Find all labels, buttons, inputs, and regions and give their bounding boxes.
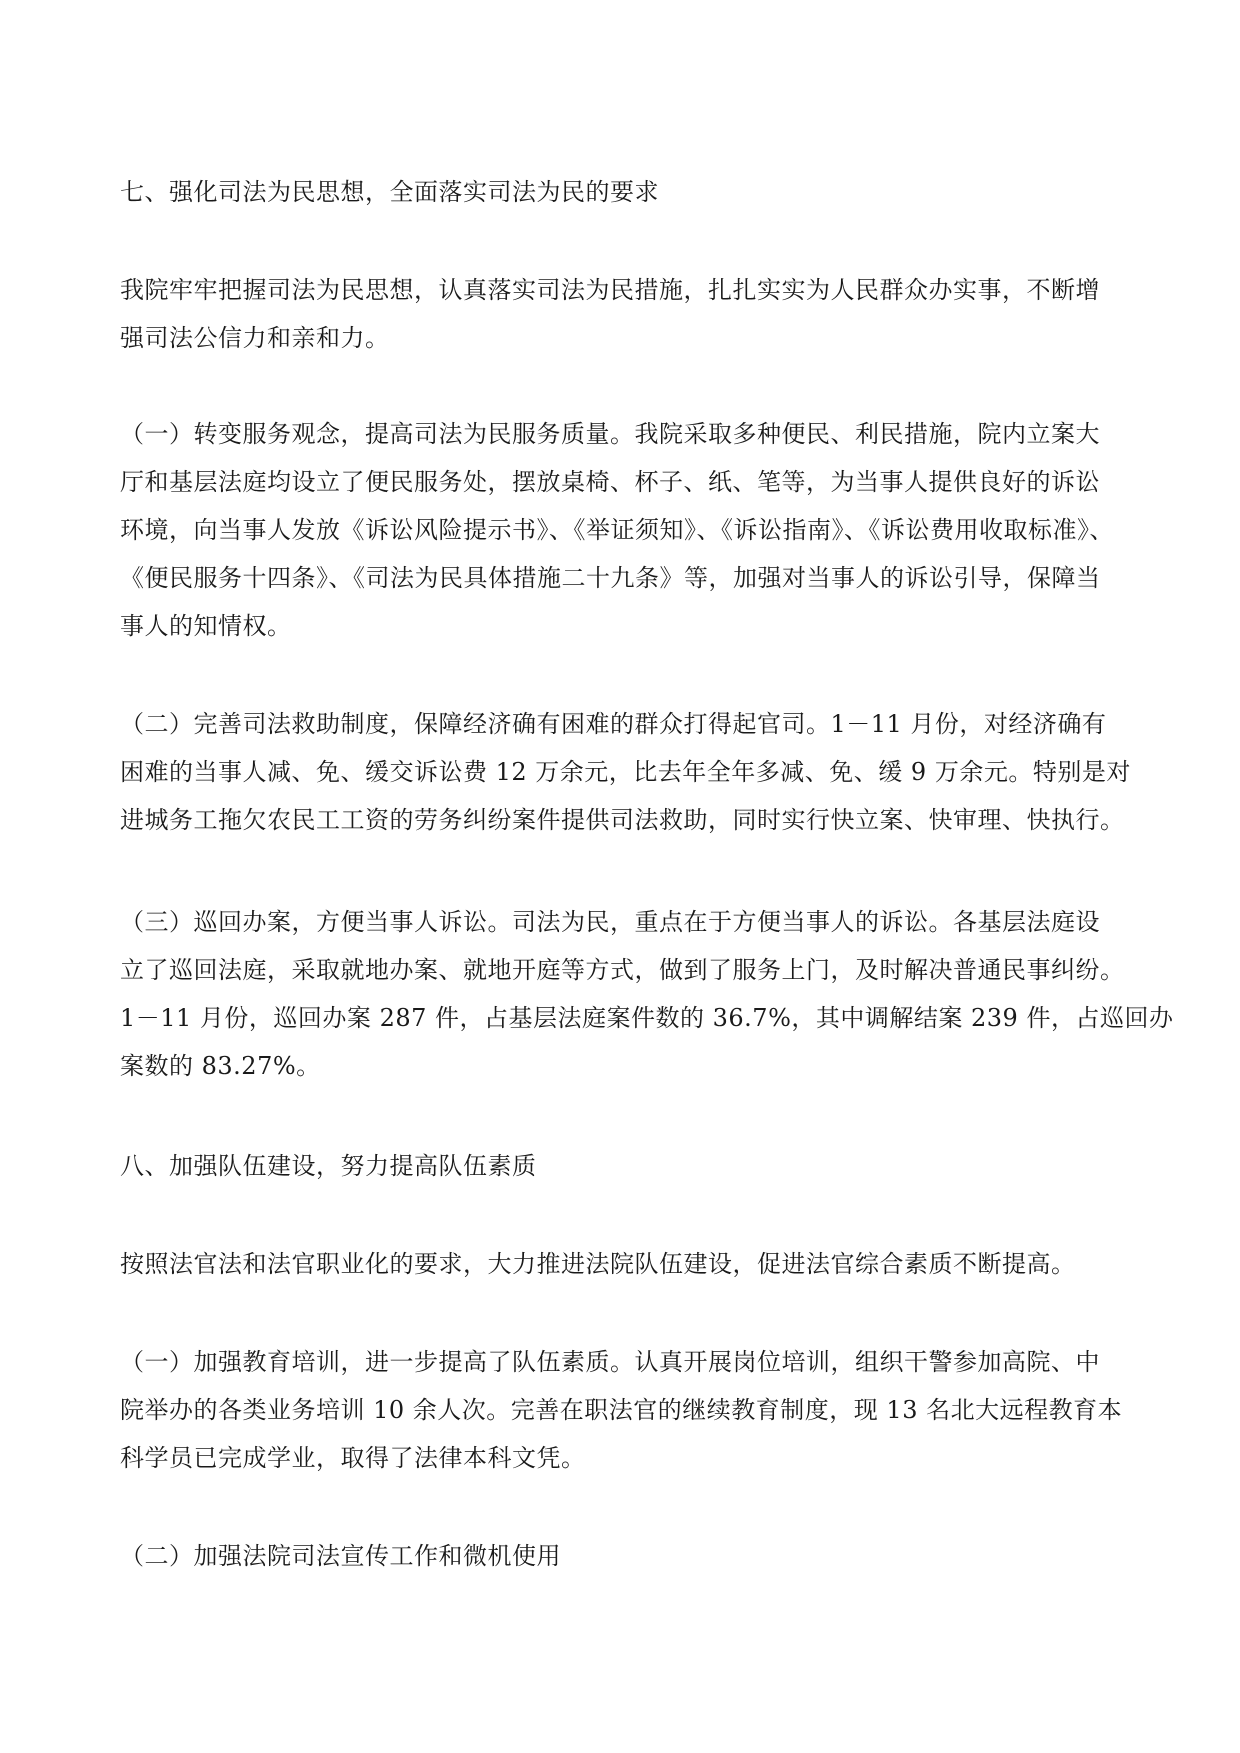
text-line: （二）完善司法救助制度，保障经济确有困难的群众打得起官司。1－11 月份，对经济确有 — [120, 710, 1107, 738]
section-intro-7 — [120, 266, 1130, 362]
paragraph-7-3 — [120, 898, 1174, 1090]
text-line: 进城务工拖欠农民工工资的劳务纠纷案件提供司法救助，同时实行快立案、快审理、快执行。 — [120, 806, 1125, 834]
paragraph-7-1 — [120, 410, 1130, 650]
text-line: 强司法公信力和亲和力。 — [120, 324, 390, 352]
text-line: 按照法官法和法官职业化的要求，大力推进法院队伍建设，促进法官综合素质不断提高。 — [120, 1250, 1076, 1278]
paragraph-7-2 — [120, 700, 1130, 844]
text-line: 困难的当事人减、免、缓交诉讼费 12 万余元，比去年全年多减、免、缓 9 万余元。特别是对 — [120, 758, 1131, 786]
text-line: （一）加强教育培训，进一步提高了队伍素质。认真开展岗位培训，组织干警参加高院、中 — [120, 1348, 1100, 1376]
section-heading-7 — [120, 168, 1130, 216]
section-heading-8 — [120, 1142, 1130, 1190]
text-line: 院举办的各类业务培训 10 余人次。完善在职法官的继续教育制度，现 13 名北大远程教育本 — [120, 1396, 1123, 1424]
text-line: 环境，向当事人发放《诉讼风险提示书》、《举证须知》、《诉讼指南》、《诉讼费用收取标准》、 — [120, 516, 1114, 544]
text-line: 科学员已完成学业，取得了法律本科文凭。 — [120, 1444, 586, 1472]
text-line: 八、加强队伍建设，努力提高队伍素质 — [120, 1152, 537, 1180]
text-line: （一）转变服务观念，提高司法为民服务质量。我院采取多种便民、利民措施，院内立案大 — [120, 420, 1100, 448]
text-line: 七、强化司法为民思想，全面落实司法为民的要求 — [120, 178, 659, 206]
text-line: 事人的知情权。 — [120, 612, 292, 640]
text-line: 厅和基层法庭均设立了便民服务处，摆放桌椅、杯子、纸、笔等，为当事人提供良好的诉讼 — [120, 468, 1100, 496]
section-intro-8 — [120, 1240, 1130, 1288]
text-line: 我院牢牢把握司法为民思想，认真落实司法为民措施，扎扎实实为人民群众办实事，不断增 — [120, 276, 1100, 304]
text-line: （三）巡回办案，方便当事人诉讼。司法为民，重点在于方便当事人的诉讼。各基层法庭设 — [120, 908, 1100, 936]
paragraph-8-2 — [120, 1532, 1130, 1580]
text-line: 案数的 83.27%。 — [120, 1052, 321, 1080]
text-line: 立了巡回法庭，采取就地办案、就地开庭等方式，做到了服务上门，及时解决普通民事纠纷。 — [120, 956, 1125, 984]
text-line: 1－11 月份，巡回办案 287 件，占基层法庭案件数的 36.7%，其中调解结案 239 件，占巡回办 — [120, 1004, 1174, 1032]
paragraph-8-1 — [120, 1338, 1130, 1482]
text-line: （二）加强法院司法宣传工作和微机使用 — [120, 1542, 561, 1570]
text-line: 《便民服务十四条》、《司法为民具体措施二十九条》等，加强对当事人的诉讼引导，保障当 — [120, 564, 1101, 592]
